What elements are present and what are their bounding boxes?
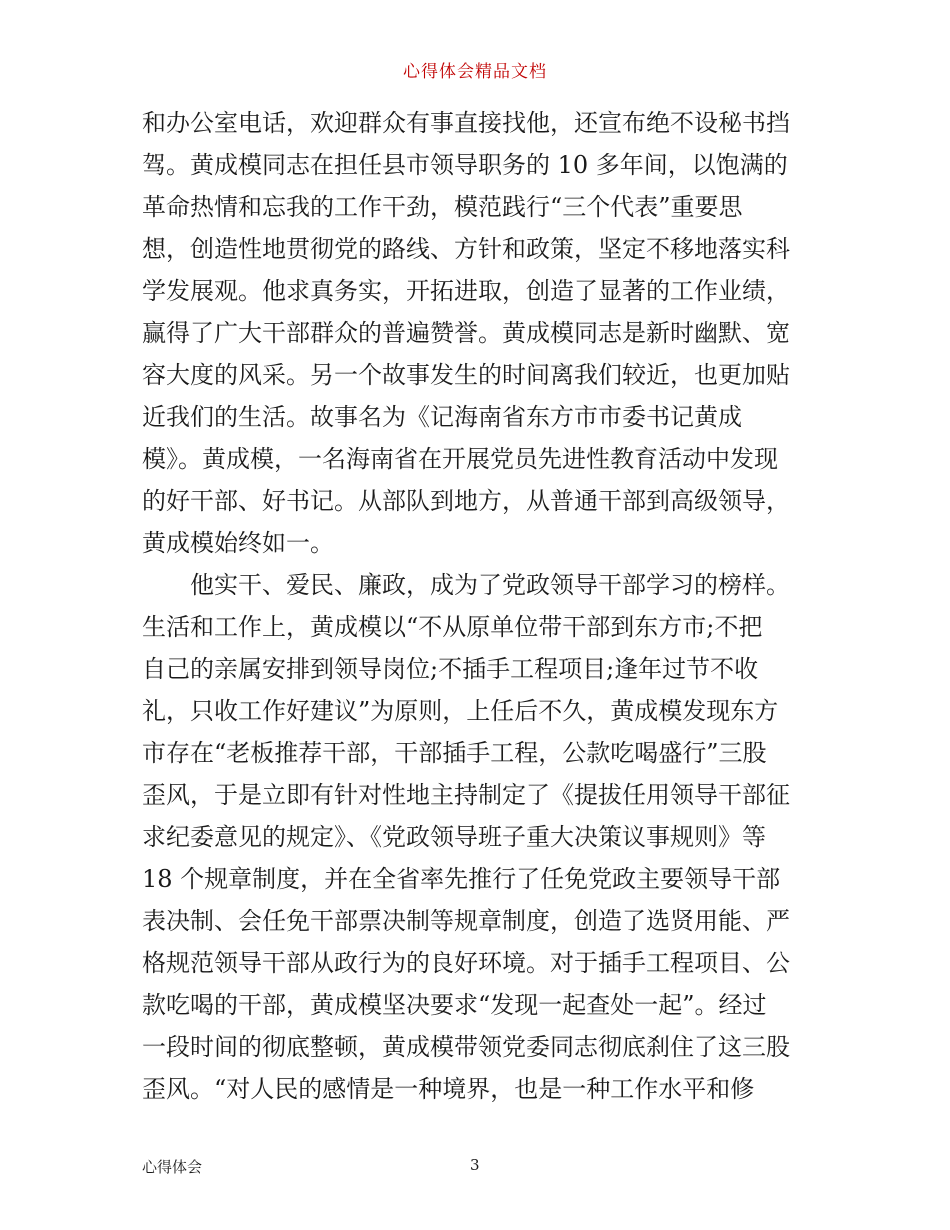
text-line: 自己的亲属安排到领导岗位;不插手工程项目;逢年过节不收 [142, 655, 759, 683]
text-line: 求纪委意见的规定》、《党政领导班子重大决策议事规则》等 [142, 823, 766, 851]
text-line: 驾。黄成模同志在担任县市领导职务的 10 多年间，以饱满的 [142, 151, 788, 179]
text-line: 学发展观。他求真务实，开拓进取，创造了显著的工作业绩， [142, 277, 790, 305]
page-number: 3 [470, 1156, 480, 1174]
text-line: 模》。黄成模，一名海南省在开展党员先进性教育活动中发现 [142, 445, 778, 473]
text-line: 格规范领导干部从政行为的良好环境。对于插手工程项目、公 [142, 949, 790, 977]
text-line: 黄成模始终如一。 [142, 529, 334, 557]
text-line: 和办公室电话，欢迎群众有事直接找他，还宣布绝不设秘书挡 [142, 109, 790, 137]
text-line: 礼，只收工作好建议”为原则，上任后不久，黄成模发现东方 [142, 697, 779, 725]
text-line: 近我们的生活。故事名为《记海南省东方市市委书记黄成 [142, 403, 742, 431]
text-line: 革命热情和忘我的工作干劲，模范践行“三个代表”重要思 [142, 193, 743, 221]
text-line: 表决制、会任免干部票决制等规章制度，创造了选贤用能、严 [142, 907, 790, 935]
text-line: 生活和工作上，黄成模以“不从原单位带干部到东方市;不把 [142, 613, 763, 641]
text-line: 容大度的风采。另一个故事发生的时间离我们较近，也更加贴 [142, 361, 790, 389]
document-footer-label: 心得体会 [142, 1158, 203, 1176]
text-line: 歪风，于是立即有针对性地主持制定了《提拔任用领导干部征 [142, 781, 790, 809]
text-line: 想，创造性地贯彻党的路线、方针和政策，坚定不移地落实科 [142, 235, 790, 263]
text-line: 的好干部、好书记。从部队到地方，从普通干部到高级领导， [142, 487, 790, 515]
paragraph-first-line: 他实干、爱民、廉政，成为了党政领导干部学习的榜样。 [190, 571, 790, 599]
text-line: 市存在“老板推荐干部，干部插手工程，公款吃喝盛行”三股 [142, 739, 767, 767]
text-line: 一段时间的彻底整顿，黄成模带领党委同志彻底刹住了这三股 [142, 1033, 790, 1061]
text-line: 款吃喝的干部，黄成模坚决要求“发现一起查处一起”。经过 [142, 991, 767, 1019]
text-line: 18 个规章制度，并在全省率先推行了任免党政主要领导干部 [142, 865, 781, 893]
document-header-title: 心得体会精品文档 [403, 62, 547, 82]
text-line: 歪风。“对人民的感情是一种境界，也是一种工作水平和修 [142, 1075, 755, 1103]
text-line: 赢得了广大干部群众的普遍赞誉。黄成模同志是新时幽默、宽 [142, 319, 790, 347]
document-body [142, 102, 814, 1110]
